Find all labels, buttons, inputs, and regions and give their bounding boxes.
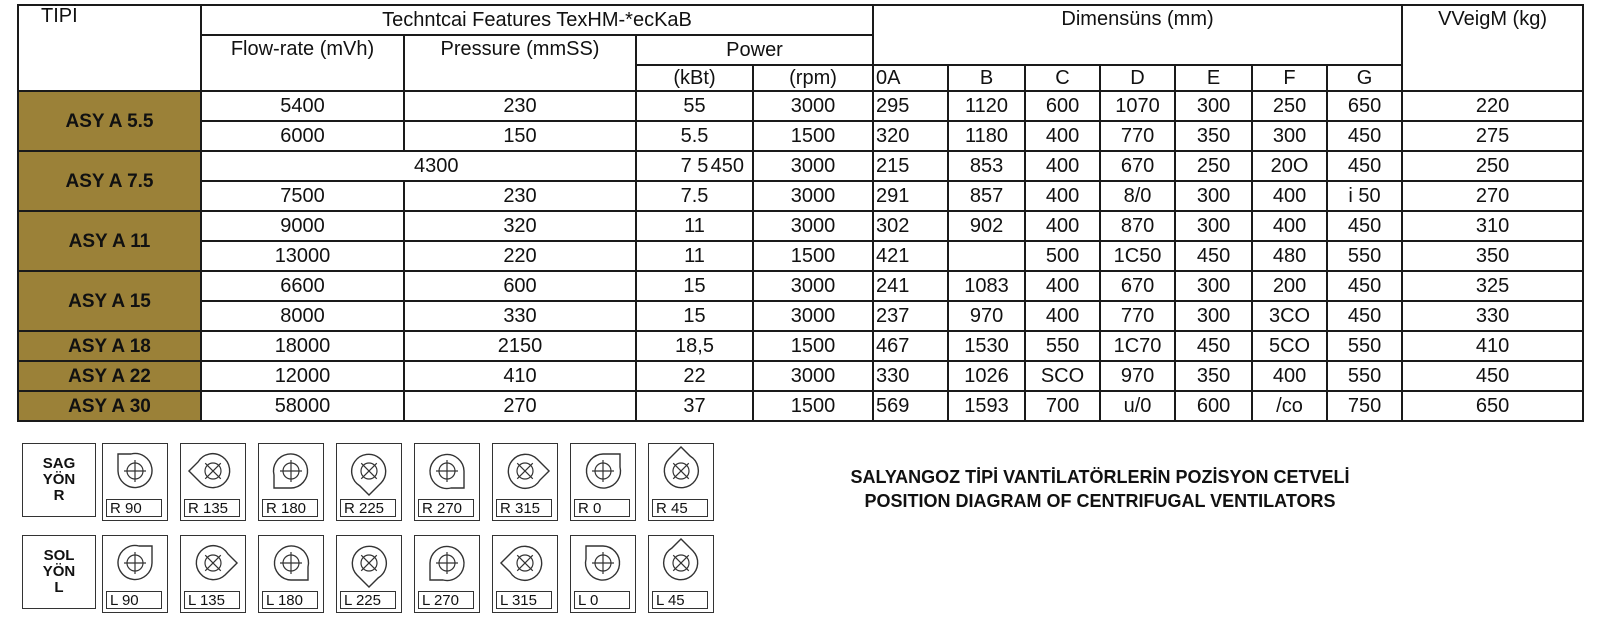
position-label: L 270 — [418, 591, 474, 609]
cell-dim-a: 291 — [873, 181, 948, 211]
cell-dim-d: 870 — [1100, 211, 1175, 241]
cell-kbt: 55 — [636, 91, 753, 121]
cell-dim-g: 450 — [1327, 121, 1402, 151]
centrifugal-fan-icon — [580, 540, 626, 586]
cell-pressure: 410 — [404, 361, 636, 391]
direction-label-line: R — [53, 487, 65, 504]
position-label: R 270 — [418, 499, 474, 517]
cell-weight: 410 — [1402, 331, 1583, 361]
cell-rpm: 3000 — [753, 211, 873, 241]
fan-position-right-6 — [570, 443, 636, 521]
caption-line-turkish: SALYANGOZ TİPİ VANTİLATÖRLERİN POZİSYON CETVELİ — [850, 467, 1350, 487]
cell-flow: 18000 — [201, 331, 404, 361]
cell-dim-f: 400 — [1252, 361, 1327, 391]
position-label: R 315 — [496, 499, 552, 517]
cell-kbt: 22 — [636, 361, 753, 391]
centrifugal-fan-icon — [658, 448, 704, 494]
cell-dim-c: 400 — [1025, 181, 1100, 211]
table-row — [18, 301, 1583, 331]
cell-dim-a: 467 — [873, 331, 948, 361]
centrifugal-fan-icon — [268, 448, 314, 494]
cell-pressure: 320 — [404, 211, 636, 241]
cell-dim-d: u/0 — [1100, 391, 1175, 421]
cell-dim-f: 400 — [1252, 211, 1327, 241]
cell-kbt: 15 — [636, 301, 753, 331]
cell-dim-g: 450 — [1327, 271, 1402, 301]
cell-dim-a: 237 — [873, 301, 948, 331]
cell-pressure: 330 — [404, 301, 636, 331]
cell-dim-c: 700 — [1025, 391, 1100, 421]
cell-dim-e: 300 — [1175, 211, 1252, 241]
cell-dim-d: 770 — [1100, 301, 1175, 331]
cell-dim-c: 550 — [1025, 331, 1100, 361]
cell-dim-g: 550 — [1327, 331, 1402, 361]
header-rpm: (rpm) — [753, 65, 873, 91]
cell-pressure: 220 — [404, 241, 636, 271]
cell-weight: 330 — [1402, 301, 1583, 331]
table-row — [18, 211, 1583, 241]
fan-position-left-1 — [180, 535, 246, 613]
cell-dim-e: 450 — [1175, 331, 1252, 361]
cell-rpm: 1500 — [753, 121, 873, 151]
cell-dim-e: 250 — [1175, 151, 1252, 181]
centrifugal-fan-icon — [268, 540, 314, 586]
cell-dim-f: 480 — [1252, 241, 1327, 271]
header-dim-d: D — [1100, 65, 1175, 91]
cell-dim-g: 750 — [1327, 391, 1402, 421]
cell-pressure: 230 — [404, 91, 636, 121]
cell-dim-e: 600 — [1175, 391, 1252, 421]
centrifugal-fan-icon — [424, 448, 470, 494]
cell-flow: 12000 — [201, 361, 404, 391]
diagram-caption — [808, 465, 1392, 513]
cell-dim-g: 450 — [1327, 301, 1402, 331]
cell-flow: 5400 — [201, 91, 404, 121]
header-dimensions: Dimensüns (mm) — [873, 5, 1402, 65]
cell-dim-a: 295 — [873, 91, 948, 121]
table-row — [18, 271, 1583, 301]
cell-dim-g: i 50 — [1327, 181, 1402, 211]
direction-label-line: SOL — [43, 547, 75, 564]
header-power: Power — [636, 35, 873, 65]
table-row — [18, 361, 1583, 391]
model-name: ASY A 11 — [18, 211, 201, 271]
table-row — [18, 391, 1583, 421]
cell-dim-d: 8/0 — [1100, 181, 1175, 211]
cell-flow: 6000 — [201, 121, 404, 151]
position-label: R 90 — [106, 499, 162, 517]
cell-rpm: 3000 — [753, 301, 873, 331]
cell-kbt: 18,5 — [636, 331, 753, 361]
cell-flow: 7500 — [201, 181, 404, 211]
header-dim-b: B — [948, 65, 1025, 91]
cell-pressure: 600 — [404, 271, 636, 301]
cell-dim-a: 421 — [873, 241, 948, 271]
cell-dim-a: 569 — [873, 391, 948, 421]
cell-dim-d: 1070 — [1100, 91, 1175, 121]
table-row — [18, 91, 1583, 121]
centrifugal-fan-icon — [346, 540, 392, 586]
fan-position-right-1 — [180, 443, 246, 521]
header-dim-g: G — [1327, 65, 1402, 91]
position-label: L 45 — [652, 591, 708, 609]
model-name: ASY A 18 — [18, 331, 201, 361]
cell-pressure: 150 — [404, 121, 636, 151]
centrifugal-fan-icon — [424, 540, 470, 586]
direction-label-line: YÖN — [42, 563, 76, 580]
cell-rpm: 3000 — [753, 271, 873, 301]
table-row — [18, 241, 1583, 271]
cell-dim-d: 1C50 — [1100, 241, 1175, 271]
cell-flow: 4300 — [414, 155, 459, 177]
right-direction-label — [22, 443, 96, 517]
centrifugal-fan-icon — [658, 540, 704, 586]
fan-position-left-7 — [648, 535, 714, 613]
direction-label-line: SAG — [42, 455, 76, 472]
cell-dim-c: 400 — [1025, 301, 1100, 331]
cell-flow: 8000 — [201, 301, 404, 331]
fan-position-right-5 — [492, 443, 558, 521]
cell-dim-g: 650 — [1327, 91, 1402, 121]
cell-dim-b: 902 — [948, 211, 1025, 241]
header-dim-a: 0A — [873, 65, 948, 91]
fan-position-right-2 — [258, 443, 324, 521]
cell-kbt: 5.5 — [636, 121, 753, 151]
direction-label-line: YÖN — [42, 471, 76, 488]
cell-dim-e: 350 — [1175, 121, 1252, 151]
fan-position-left-2 — [258, 535, 324, 613]
cell-dim-f: 20O — [1252, 151, 1327, 181]
caption-line-english: POSITION DIAGRAM OF CENTRIFUGAL VENTILATORS — [864, 491, 1336, 511]
cell-weight: 310 — [1402, 211, 1583, 241]
table-row — [18, 151, 1583, 181]
cell-dim-g: 550 — [1327, 361, 1402, 391]
cell-flow: 6600 — [201, 271, 404, 301]
cell-dim-a: 302 — [873, 211, 948, 241]
header-dim-e: E — [1175, 65, 1252, 91]
cell-kbt: 7 5 — [636, 151, 753, 181]
model-name: ASY A 5.5 — [18, 91, 201, 151]
cell-dim-c: 400 — [1025, 151, 1100, 181]
cell-pressure: 230 — [404, 181, 636, 211]
fan-position-left-5 — [492, 535, 558, 613]
fan-position-left-0 — [102, 535, 168, 613]
fan-position-left-3 — [336, 535, 402, 613]
centrifugal-fan-icon — [190, 540, 236, 586]
model-name: ASY A 22 — [18, 361, 201, 391]
cell-dim-d: 1C70 — [1100, 331, 1175, 361]
cell-dim-f: 3CO — [1252, 301, 1327, 331]
cell-dim-a: 215 — [873, 151, 948, 181]
cell-dim-c: 400 — [1025, 121, 1100, 151]
cell-dim-f: 5CO — [1252, 331, 1327, 361]
position-label: R 45 — [652, 499, 708, 517]
model-name: ASY A 30 — [18, 391, 201, 421]
cell-rpm: 3000 — [753, 361, 873, 391]
cell-weight: 220 — [1402, 91, 1583, 121]
header-kbt: (kBt) — [636, 65, 753, 91]
centrifugal-fan-icon — [502, 540, 548, 586]
position-label: L 315 — [496, 591, 552, 609]
cell-dim-c: SCO — [1025, 361, 1100, 391]
cell-flow: 58000 — [201, 391, 404, 421]
header-flow-rate: Flow-rate (mVh) — [201, 35, 404, 91]
header-tipi: TİPİ — [18, 5, 201, 91]
cell-dim-f: 400 — [1252, 181, 1327, 211]
cell-weight: 275 — [1402, 121, 1583, 151]
cell-dim-b: 1593 — [948, 391, 1025, 421]
cell-dim-a: 320 — [873, 121, 948, 151]
specification-table — [17, 4, 1584, 422]
centrifugal-fan-icon — [112, 540, 158, 586]
cell-rpm: 3000 — [753, 181, 873, 211]
header-weight: VVeigM (kg) — [1402, 5, 1583, 91]
position-label: R 135 — [184, 499, 240, 517]
cell-weight: 270 — [1402, 181, 1583, 211]
position-label: R 180 — [262, 499, 318, 517]
cell-weight: 325 — [1402, 271, 1583, 301]
direction-label-line: L — [54, 579, 64, 596]
cell-flow: 13000 — [201, 241, 404, 271]
cell-dim-f: 200 — [1252, 271, 1327, 301]
table-row — [18, 121, 1583, 151]
fan-position-left-4 — [414, 535, 480, 613]
cell-dim-c: 600 — [1025, 91, 1100, 121]
cell-pressure: 270 — [404, 391, 636, 421]
centrifugal-fan-icon — [346, 448, 392, 494]
position-label: L 135 — [184, 591, 240, 609]
cell-dim-d: 670 — [1100, 271, 1175, 301]
centrifugal-fan-icon — [502, 448, 548, 494]
fan-position-right-3 — [336, 443, 402, 521]
cell-kbt: 7.5 — [636, 181, 753, 211]
cell-dim-e: 300 — [1175, 301, 1252, 331]
cell-dim-b: 857 — [948, 181, 1025, 211]
cell-pressure: 2150 — [404, 331, 636, 361]
position-label: R 225 — [340, 499, 396, 517]
cell-dim-g: 450 — [1327, 151, 1402, 181]
cell-rpm: 3000 — [753, 91, 873, 121]
cell-dim-f: 300 — [1252, 121, 1327, 151]
cell-weight: 350 — [1402, 241, 1583, 271]
cell-dim-f: 250 — [1252, 91, 1327, 121]
cell-dim-c: 400 — [1025, 211, 1100, 241]
table-row — [18, 181, 1583, 211]
cell-dim-e: 300 — [1175, 91, 1252, 121]
cell-dim-g: 550 — [1327, 241, 1402, 271]
position-label: L 225 — [340, 591, 396, 609]
cell-rpm: 1500 — [753, 391, 873, 421]
cell-dim-a: 330 — [873, 361, 948, 391]
cell-flow: 9000 — [201, 211, 404, 241]
cell-dim-b: 1180 — [948, 121, 1025, 151]
cell-dim-b — [948, 241, 1025, 271]
fan-position-right-4 — [414, 443, 480, 521]
header-dim-f: F — [1252, 65, 1327, 91]
left-direction-label — [22, 535, 96, 609]
cell-dim-b: 1083 — [948, 271, 1025, 301]
cell-rpm: 1500 — [753, 241, 873, 271]
cell-pressure: 450 — [710, 155, 744, 177]
fan-position-right-7 — [648, 443, 714, 521]
position-label: L 90 — [106, 591, 162, 609]
position-label: L 0 — [574, 591, 630, 609]
fan-position-left-6 — [570, 535, 636, 613]
cell-dim-d: 770 — [1100, 121, 1175, 151]
centrifugal-fan-icon — [580, 448, 626, 494]
header-dim-c: C — [1025, 65, 1100, 91]
cell-dim-a: 241 — [873, 271, 948, 301]
cell-rpm: 3000 — [753, 151, 873, 181]
cell-dim-c: 400 — [1025, 271, 1100, 301]
cell-dim-b: 1530 — [948, 331, 1025, 361]
centrifugal-fan-icon — [112, 448, 158, 494]
cell-dim-e: 300 — [1175, 181, 1252, 211]
cell-dim-b: 1120 — [948, 91, 1025, 121]
cell-weight: 450 — [1402, 361, 1583, 391]
fan-position-right-0 — [102, 443, 168, 521]
cell-dim-b: 853 — [948, 151, 1025, 181]
cell-weight: 250 — [1402, 151, 1583, 181]
cell-kbt: 37 — [636, 391, 753, 421]
cell-dim-b: 1026 — [948, 361, 1025, 391]
header-pressure: Pressure (mmSS) — [404, 35, 636, 91]
cell-kbt: 15 — [636, 271, 753, 301]
cell-dim-f: /co — [1252, 391, 1327, 421]
cell-weight: 650 — [1402, 391, 1583, 421]
cell-dim-d: 970 — [1100, 361, 1175, 391]
cell-dim-e: 350 — [1175, 361, 1252, 391]
cell-dim-g: 450 — [1327, 211, 1402, 241]
cell-kbt: 11 — [636, 211, 753, 241]
cell-dim-e: 450 — [1175, 241, 1252, 271]
header-technical-features: Techntcai Features TexHM-*ecKaB — [201, 5, 873, 35]
cell-dim-b: 970 — [948, 301, 1025, 331]
model-name: ASY A 15 — [18, 271, 201, 331]
model-name: ASY A 7.5 — [18, 151, 201, 211]
table-row — [18, 331, 1583, 361]
cell-kbt: 11 — [636, 241, 753, 271]
cell-rpm: 1500 — [753, 331, 873, 361]
cell-dim-c: 500 — [1025, 241, 1100, 271]
centrifugal-fan-icon — [190, 448, 236, 494]
cell-dim-d: 670 — [1100, 151, 1175, 181]
position-label: L 180 — [262, 591, 318, 609]
position-label: R 0 — [574, 499, 630, 517]
cell-dim-e: 300 — [1175, 271, 1252, 301]
